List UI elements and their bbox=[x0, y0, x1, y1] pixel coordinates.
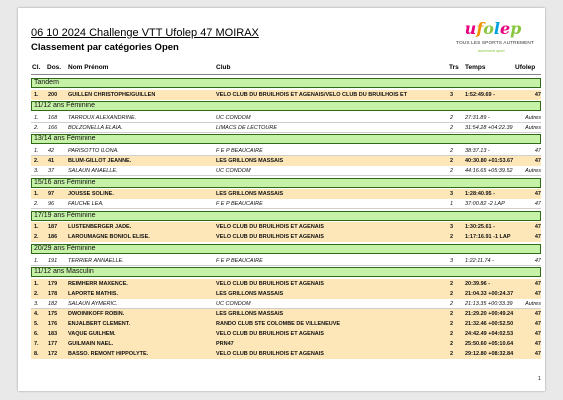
result-row bbox=[31, 339, 541, 349]
cell-temps: 27:31.89 - bbox=[465, 114, 490, 121]
cell-cl: 1. bbox=[34, 257, 39, 264]
cell-name: VAQUE GUILHEM. bbox=[68, 331, 116, 338]
cell-name: LAPORTE MATHIS. bbox=[68, 290, 119, 297]
category-header: 11/12 ans Masculin bbox=[31, 267, 541, 277]
cell-cl: 3. bbox=[34, 300, 39, 307]
cell-temps: 20:39.96 - bbox=[465, 280, 491, 287]
result-row bbox=[31, 349, 541, 359]
cell-club: UC CONDOM bbox=[216, 300, 251, 307]
result-row bbox=[31, 189, 541, 199]
cell-club: LES GRILLONS MASSAIS bbox=[216, 290, 284, 297]
result-row bbox=[31, 299, 541, 309]
ufolep-logo-letter: o bbox=[483, 19, 494, 38]
ufolep-logo-letter: u bbox=[464, 19, 477, 38]
cell-dos: 191 bbox=[48, 257, 58, 264]
cell-trs: 2 bbox=[450, 321, 454, 327]
cell-temps: 1:52:49.69 - bbox=[465, 91, 495, 98]
cell-name: BLUM-GILLOT JEANNE. bbox=[68, 157, 132, 164]
result-row bbox=[31, 329, 541, 339]
cell-dos: 96 bbox=[48, 201, 55, 208]
ufolep-logo-letter: l bbox=[493, 19, 500, 38]
cell-trs: 2 bbox=[450, 168, 454, 174]
cell-club: UC CONDOM bbox=[216, 114, 251, 121]
cell-name: BOLZONELLA ELAIA. bbox=[68, 124, 123, 131]
cell-club: F E P BEAUCAIRE bbox=[216, 147, 263, 154]
result-row bbox=[31, 123, 541, 133]
cell-temps: 1:30:25.61 - bbox=[465, 224, 495, 231]
ufolep-logo-wordmark bbox=[450, 20, 536, 38]
cell-temps: 1:28:40.95 - bbox=[465, 191, 495, 198]
cell-ufolep: 47 bbox=[534, 321, 541, 327]
result-row bbox=[31, 199, 541, 209]
cell-trs: 3 bbox=[450, 191, 454, 198]
header-divider bbox=[31, 74, 541, 75]
column-header-ufolep: Ufolep bbox=[515, 64, 536, 71]
document-title: 06 10 2024 Challenge VTT Ufolep 47 MOIRAX bbox=[31, 27, 259, 39]
cell-name: BASSO. REMONT HIPPOLYTE. bbox=[68, 351, 149, 358]
cell-dos: 200 bbox=[48, 91, 58, 98]
cell-trs: 2 bbox=[450, 114, 454, 121]
cell-name: ENJALBERT CLEMENT. bbox=[68, 321, 131, 327]
cell-temps: 24:42.49 +04:02.53 bbox=[465, 331, 514, 338]
cell-name: GUILMAIN NAEL. bbox=[68, 341, 114, 348]
cell-cl: 2. bbox=[34, 124, 39, 131]
cell-dos: 176 bbox=[48, 321, 58, 327]
cell-cl: 1. bbox=[34, 280, 39, 287]
column-header-club: Club bbox=[216, 64, 231, 71]
cell-dos: 178 bbox=[48, 290, 58, 297]
cell-club: PRN47 bbox=[216, 341, 234, 348]
category-header: 11/12 ans Féminine bbox=[31, 101, 541, 111]
cell-dos: 179 bbox=[48, 280, 58, 287]
result-row bbox=[31, 319, 541, 329]
cell-temps: 21:13.35 +00:33.39 bbox=[465, 300, 513, 307]
cell-cl: 1. bbox=[34, 147, 39, 154]
cell-temps: 37:00.82 -2 LAP bbox=[465, 201, 505, 208]
cell-name: DWOINIKOFF ROBIN. bbox=[68, 310, 125, 317]
cell-name: GUILLEN CHRISTOPHE/GUILLEN bbox=[68, 91, 156, 98]
cell-club: VELO CLUB DU BRUILHOIS ET AGENAIS bbox=[216, 280, 324, 287]
cell-club: LES GRILLONS MASSAIS bbox=[216, 157, 284, 164]
cell-ufolep: 47 bbox=[534, 157, 541, 164]
category-header: 20/29 ans Féminine bbox=[31, 244, 541, 254]
cell-trs: 3 bbox=[450, 91, 454, 98]
cell-ufolep: 47 bbox=[534, 91, 541, 98]
cell-trs: 2 bbox=[450, 341, 454, 348]
ufolep-logo-letter: p bbox=[510, 19, 522, 38]
cell-name: SALAUN ANAELLE. bbox=[68, 168, 118, 174]
result-row bbox=[31, 146, 541, 156]
category-header: Tandem bbox=[31, 78, 541, 88]
cell-club: UC CONDOM bbox=[216, 168, 251, 174]
column-header-temps: Temps bbox=[465, 64, 486, 71]
cell-temps: 38:37.13 - bbox=[465, 147, 490, 154]
cell-temps: 44:16.65 +05:39.52 bbox=[465, 168, 513, 174]
cell-ufolep: 47 bbox=[534, 201, 541, 208]
cell-dos: 166 bbox=[48, 124, 58, 131]
cell-temps: 21:32.46 +00:52.50 bbox=[465, 321, 514, 327]
cell-cl: 2. bbox=[34, 234, 39, 241]
result-row bbox=[31, 279, 541, 289]
cell-cl: 2. bbox=[34, 157, 39, 164]
cell-name: JOUSSE SOLINE. bbox=[68, 191, 114, 198]
cell-dos: 177 bbox=[48, 341, 58, 348]
cell-ufolep: 47 bbox=[534, 224, 541, 231]
cell-cl: 6. bbox=[34, 331, 39, 338]
cell-club: LES GRILLONS MASSAIS bbox=[216, 310, 284, 317]
cell-name: SALAUN AYMERIC. bbox=[68, 300, 118, 307]
document-subtitle: Classement par catégories Open bbox=[31, 42, 179, 53]
result-row bbox=[31, 309, 541, 319]
cell-temps: 40:30.80 +01:53.67 bbox=[465, 157, 514, 164]
column-header-trs: Trs bbox=[449, 64, 459, 71]
result-row bbox=[31, 222, 541, 232]
cell-cl: 1. bbox=[34, 191, 39, 198]
cell-cl: 4. bbox=[34, 310, 39, 317]
cell-club: VELO CLUB DU BRUILHOIS ET AGENAIS bbox=[216, 331, 324, 338]
cell-dos: 187 bbox=[48, 224, 58, 231]
cell-ufolep: 47 bbox=[534, 191, 541, 198]
cell-ufolep: 47 bbox=[534, 341, 541, 348]
cell-cl: 8. bbox=[34, 351, 39, 358]
cell-club: VELO CLUB DU BRUILHOIS ET AGENAIS bbox=[216, 234, 324, 241]
cell-ufolep: 47 bbox=[534, 351, 541, 358]
cell-ufolep: Autres bbox=[525, 168, 541, 174]
result-row bbox=[31, 232, 541, 242]
cell-dos: 41 bbox=[48, 157, 55, 164]
cell-dos: 182 bbox=[48, 300, 58, 307]
cell-temps: 31:54.28 +04:22.39 bbox=[465, 124, 513, 131]
result-row bbox=[31, 156, 541, 166]
cell-name: REIMHERR MAXENCE. bbox=[68, 280, 128, 287]
cell-trs: 2 bbox=[450, 157, 454, 164]
cell-club: VELO CLUB DU BRUILHOIS ET AGENAIS bbox=[216, 224, 324, 231]
cell-club: LES GRILLONS MASSAIS bbox=[216, 191, 284, 198]
cell-name: TERRIER ANNAELLE. bbox=[68, 257, 124, 264]
cell-dos: 37 bbox=[48, 168, 55, 174]
cell-dos: 175 bbox=[48, 310, 58, 317]
cell-trs: 2 bbox=[450, 124, 454, 131]
results-page bbox=[18, 8, 545, 391]
cell-ufolep: 47 bbox=[534, 257, 541, 264]
ufolep-logo-letter: f bbox=[476, 19, 484, 38]
cell-cl: 7. bbox=[34, 341, 39, 348]
cell-name: LAROUMAGNE BONIOL ELISE. bbox=[68, 234, 150, 241]
cell-temps: 1:22:11.74 - bbox=[465, 257, 494, 264]
cell-club: VELO CLUB DU BRUILHOIS ET AGENAIS/VELO CLUB DU BRUILHOIS ET bbox=[216, 91, 408, 98]
cell-temps: 29:12.80 +08:32.84 bbox=[465, 351, 514, 358]
result-row bbox=[31, 90, 541, 100]
cell-club: LIMACS DE LECTOURE bbox=[216, 124, 278, 131]
cell-dos: 183 bbox=[48, 331, 58, 338]
cell-ufolep: 47 bbox=[534, 280, 541, 287]
column-header-name: Nom Prénom bbox=[68, 64, 109, 71]
cell-dos: 186 bbox=[48, 234, 58, 241]
ufolep-logo-letter: e bbox=[499, 19, 511, 38]
cell-temps: 21:29.20 +00:49.24 bbox=[465, 310, 514, 317]
cell-ufolep: Autres bbox=[525, 114, 541, 121]
ufolep-logo bbox=[448, 20, 538, 60]
cell-ufolep: 47 bbox=[534, 147, 541, 154]
cell-dos: 97 bbox=[48, 191, 55, 198]
cell-club: VELO CLUB DU BRUILHOIS ET AGENAIS bbox=[216, 351, 324, 358]
result-row bbox=[31, 166, 541, 176]
result-row bbox=[31, 289, 541, 299]
cell-trs: 2 bbox=[450, 290, 454, 297]
cell-club: RANDO CLUB STE COLOMBE DE VILLENEUVE bbox=[216, 321, 341, 327]
cell-cl: 1. bbox=[34, 91, 39, 98]
cell-trs: 2 bbox=[450, 234, 454, 241]
category-header: 15/16 ans Féminine bbox=[31, 178, 541, 188]
column-header-cl: Cl. bbox=[32, 64, 41, 71]
cell-cl: 3. bbox=[34, 168, 39, 174]
category-header: 13/14 ans Féminine bbox=[31, 134, 541, 144]
cell-trs: 2 bbox=[450, 147, 454, 154]
result-row bbox=[31, 256, 541, 266]
cell-trs: 2 bbox=[450, 331, 454, 338]
cell-trs: 3 bbox=[450, 257, 454, 264]
cell-name: TARROUX ALEXANDRINE. bbox=[68, 114, 137, 121]
cell-trs: 2 bbox=[450, 300, 454, 307]
ufolep-logo-tagline: TOUS LES SPORTS AUTREMENT bbox=[456, 41, 535, 46]
cell-name: FAUCHE LEA. bbox=[68, 201, 104, 208]
cell-temps: 25:50.60 +05:10.64 bbox=[465, 341, 514, 348]
cell-ufolep: 47 bbox=[534, 310, 541, 317]
cell-trs: 3 bbox=[450, 224, 454, 231]
cell-temps: 21:04.33 +00:24.37 bbox=[465, 290, 514, 297]
cell-cl: 1. bbox=[34, 224, 39, 231]
result-row bbox=[31, 113, 541, 123]
cell-dos: 42 bbox=[48, 147, 55, 154]
category-header: 17/19 ans Féminine bbox=[31, 211, 541, 221]
cell-dos: 172 bbox=[48, 351, 58, 358]
cell-trs: 2 bbox=[450, 280, 454, 287]
cell-dos: 168 bbox=[48, 114, 58, 121]
cell-cl: 5. bbox=[34, 321, 39, 327]
ufolep-logo-small-text: autrement sport bbox=[478, 49, 505, 53]
page-number: 1 bbox=[538, 376, 541, 382]
cell-trs: 2 bbox=[450, 351, 454, 358]
cell-name: PARISOTTO ILONA. bbox=[68, 147, 119, 154]
cell-ufolep: Autres bbox=[525, 300, 541, 307]
cell-trs: 2 bbox=[450, 310, 454, 317]
cell-club: F E P BEAUCAIRE bbox=[216, 201, 263, 208]
cell-ufolep: Autres bbox=[525, 124, 541, 131]
column-header-dos: Dos. bbox=[47, 64, 62, 71]
cell-trs: 1 bbox=[450, 201, 454, 208]
cell-cl: 2. bbox=[34, 201, 39, 208]
cell-name: LUSTENBERGER JADE. bbox=[68, 224, 132, 231]
cell-cl: 2. bbox=[34, 290, 39, 297]
cell-ufolep: 47 bbox=[534, 234, 541, 241]
cell-temps: 1:17:16.91 -1 LAP bbox=[465, 234, 511, 241]
cell-ufolep: 47 bbox=[534, 331, 541, 338]
cell-club: F E P BEAUCAIRE bbox=[216, 257, 263, 264]
cell-ufolep: 47 bbox=[534, 290, 541, 297]
cell-cl: 1. bbox=[34, 114, 39, 121]
